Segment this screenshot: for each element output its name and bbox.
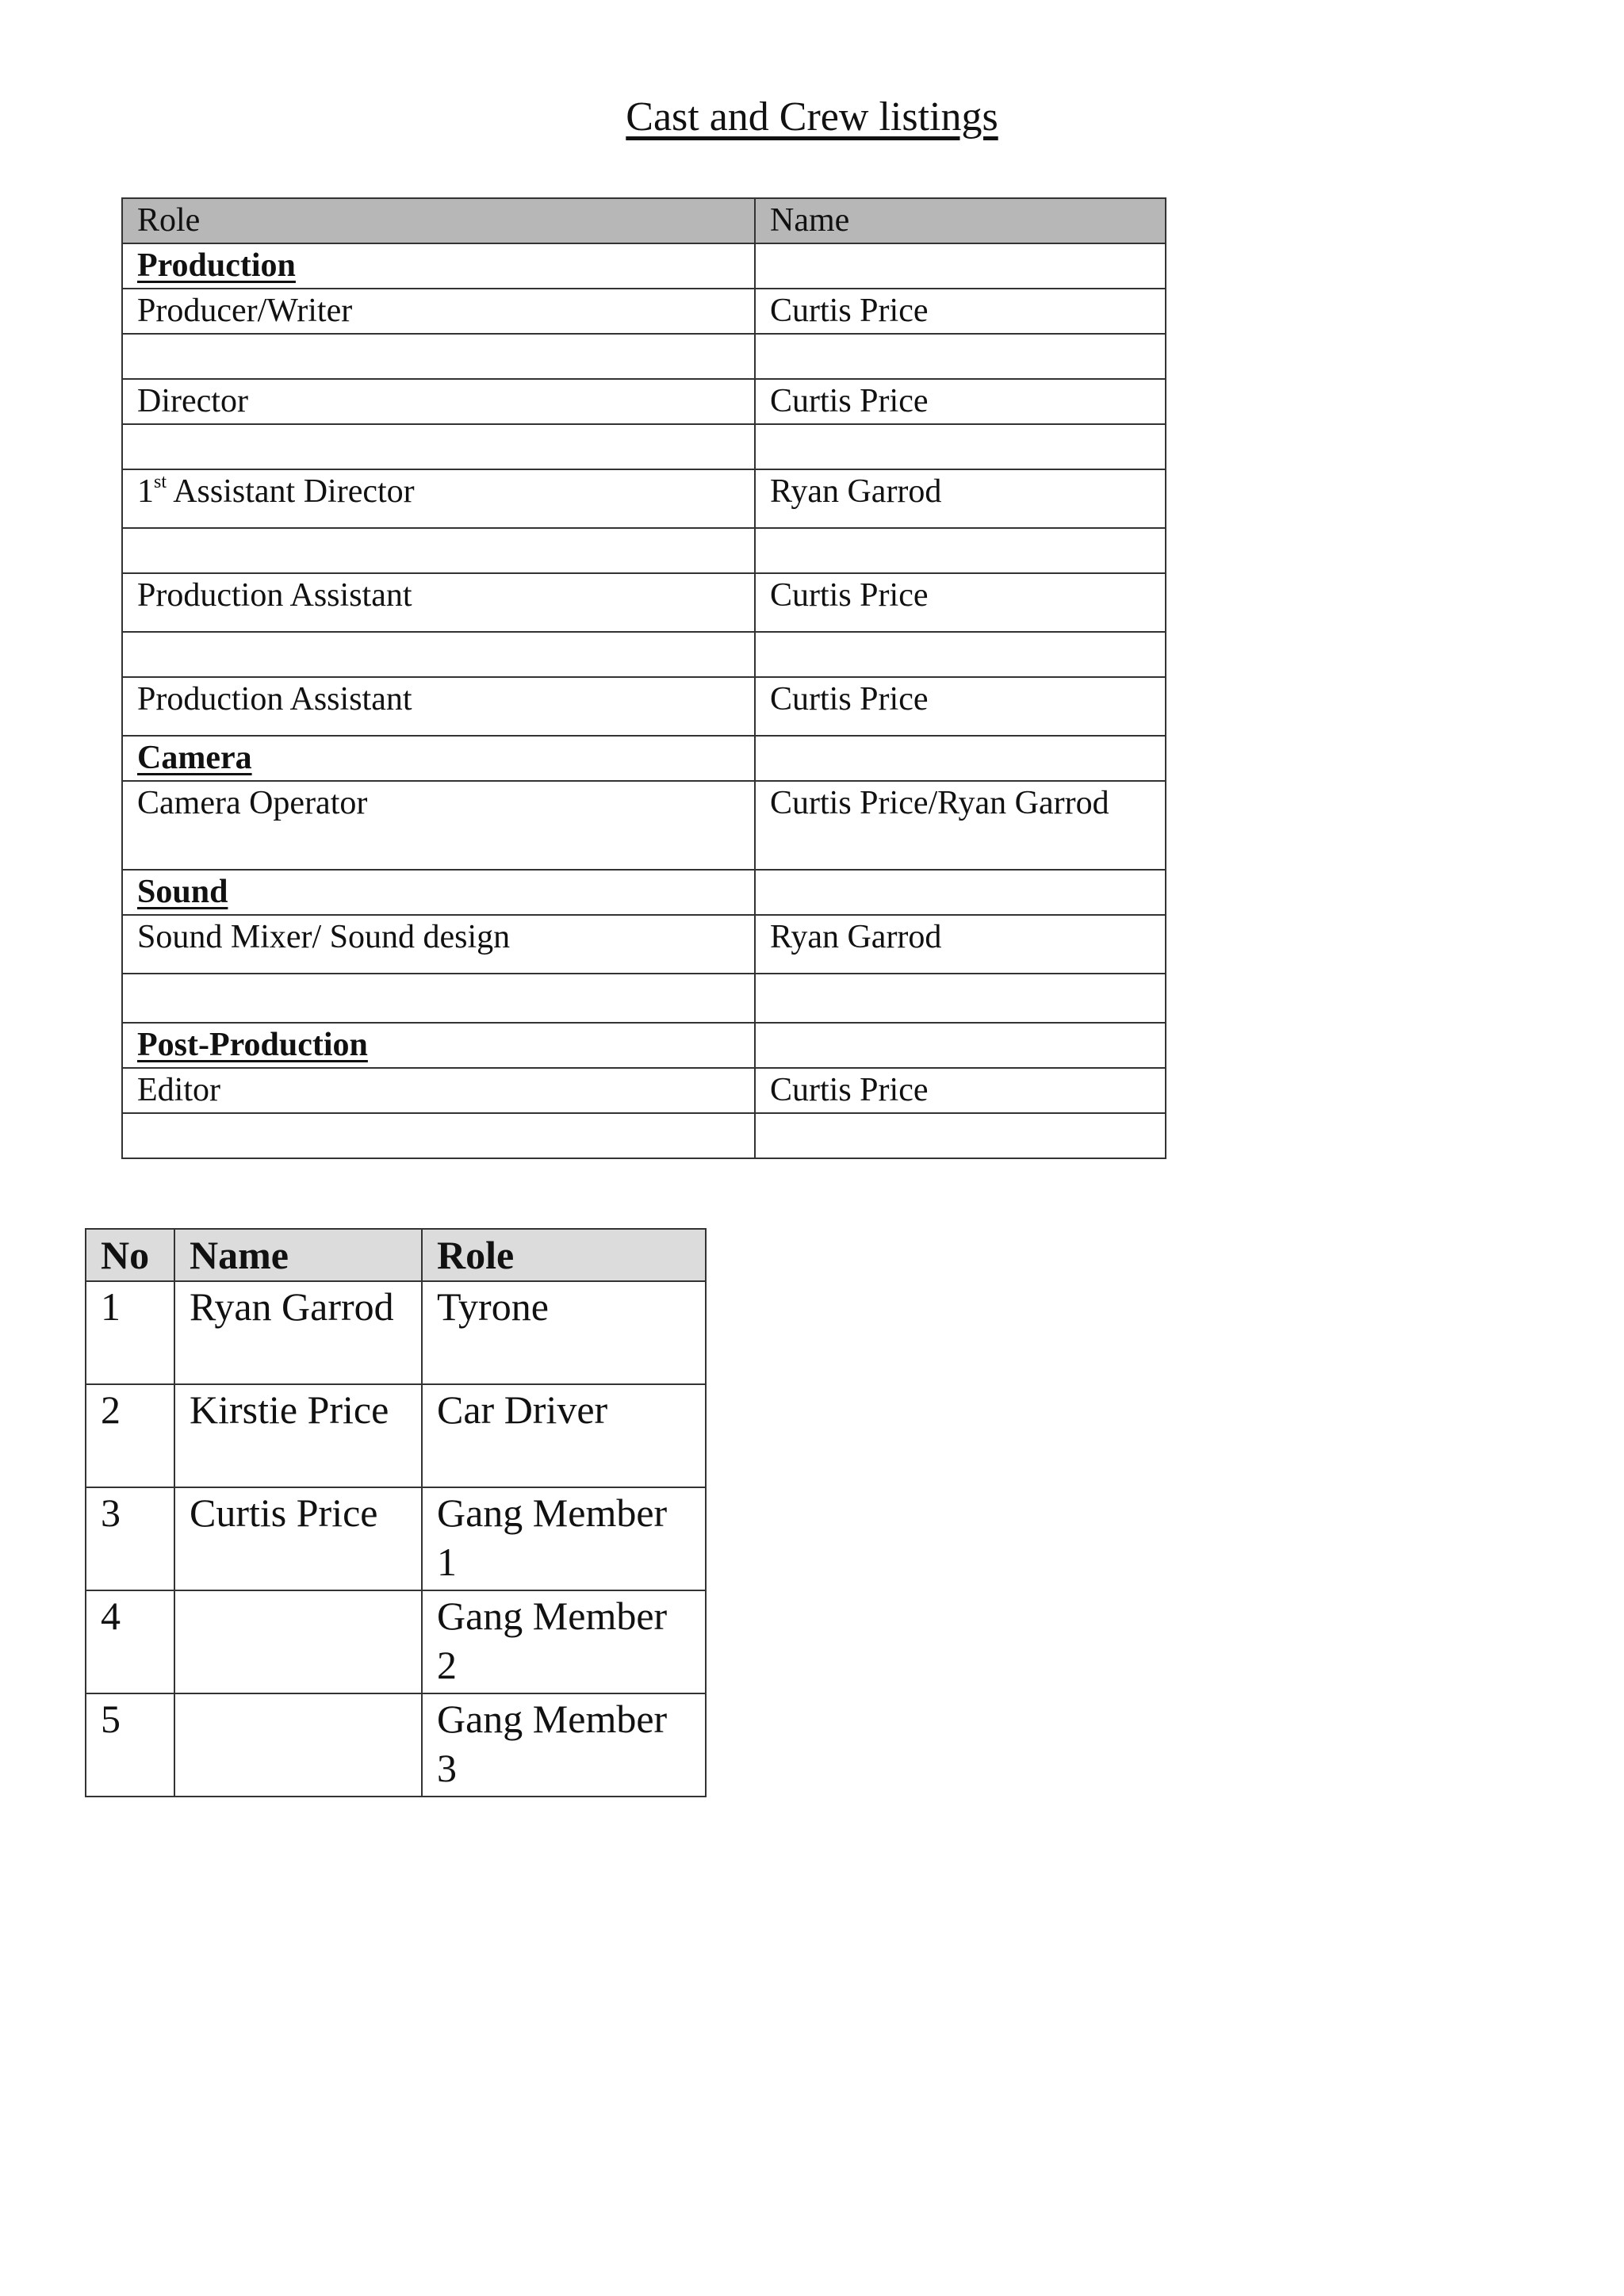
crew-role-cell: Producer/Writer bbox=[122, 289, 755, 334]
crew-section-post-production: Post-Production bbox=[122, 1023, 755, 1068]
table-row bbox=[86, 1384, 706, 1487]
table-row bbox=[122, 573, 1166, 632]
cast-no-cell: 5 bbox=[86, 1693, 174, 1797]
crew-role-cell: Sound Mixer/ Sound design bbox=[122, 915, 755, 974]
crew-section-camera: Camera bbox=[122, 736, 755, 781]
cast-name-cell: Curtis Price bbox=[174, 1487, 422, 1590]
table-row bbox=[122, 424, 1166, 469]
crew-name-cell bbox=[755, 870, 1166, 915]
cast-header-row bbox=[86, 1229, 706, 1281]
table-row bbox=[122, 781, 1166, 870]
table-row bbox=[122, 1068, 1166, 1113]
cast-name-cell bbox=[174, 1590, 422, 1693]
table-row bbox=[122, 528, 1166, 573]
crew-name-cell bbox=[755, 1113, 1166, 1158]
table-row bbox=[122, 974, 1166, 1023]
crew-role-cell: Production Assistant bbox=[122, 677, 755, 736]
crew-name-cell bbox=[755, 736, 1166, 781]
cast-name-cell: Kirstie Price bbox=[174, 1384, 422, 1487]
crew-role-cell: Camera Operator bbox=[122, 781, 755, 870]
table-row bbox=[122, 289, 1166, 334]
cast-table bbox=[85, 1228, 707, 1797]
crew-role-cell: Director bbox=[122, 379, 755, 424]
crew-role-cell: Editor bbox=[122, 1068, 755, 1113]
crew-role-cell bbox=[122, 424, 755, 469]
crew-name-cell bbox=[755, 424, 1166, 469]
table-row bbox=[122, 379, 1166, 424]
crew-name-cell: Curtis Price bbox=[755, 379, 1166, 424]
table-row bbox=[86, 1281, 706, 1384]
table-row bbox=[122, 243, 1166, 289]
table-row bbox=[122, 334, 1166, 379]
crew-name-cell bbox=[755, 974, 1166, 1023]
crew-name-cell: Curtis Price/Ryan Garrod bbox=[755, 781, 1166, 870]
crew-name-cell: Curtis Price bbox=[755, 289, 1166, 334]
cast-role-cell: Gang Member 1 bbox=[422, 1487, 706, 1590]
crew-name-cell: Curtis Price bbox=[755, 1068, 1166, 1113]
crew-header-role: Role bbox=[122, 198, 755, 243]
table-row bbox=[122, 469, 1166, 528]
crew-header-name: Name bbox=[755, 198, 1166, 243]
crew-name-cell bbox=[755, 334, 1166, 379]
crew-name-cell: Curtis Price bbox=[755, 677, 1166, 736]
cast-no-cell: 3 bbox=[86, 1487, 174, 1590]
table-row bbox=[122, 1023, 1166, 1068]
table-row bbox=[86, 1590, 706, 1693]
cast-role-cell: Gang Member 2 bbox=[422, 1590, 706, 1693]
cast-no-cell: 1 bbox=[86, 1281, 174, 1384]
crew-role-cell bbox=[122, 632, 755, 677]
table-row bbox=[122, 632, 1166, 677]
crew-role-cell bbox=[122, 334, 755, 379]
table-row bbox=[122, 736, 1166, 781]
cast-header-no: No bbox=[86, 1229, 174, 1281]
cast-role-cell: Tyrone bbox=[422, 1281, 706, 1384]
crew-role-cell bbox=[122, 469, 755, 528]
table-row bbox=[86, 1693, 706, 1797]
crew-name-cell: Ryan Garrod bbox=[755, 469, 1166, 528]
crew-role-cell bbox=[122, 1113, 755, 1158]
crew-name-cell bbox=[755, 528, 1166, 573]
crew-name-cell: Curtis Price bbox=[755, 573, 1166, 632]
cast-header-role: Role bbox=[422, 1229, 706, 1281]
page-title: Cast and Crew listings bbox=[626, 94, 998, 140]
cast-name-cell bbox=[174, 1693, 422, 1797]
crew-name-cell bbox=[755, 1023, 1166, 1068]
crew-name-cell bbox=[755, 632, 1166, 677]
ordinal-suffix: st bbox=[154, 472, 167, 492]
crew-role-cell bbox=[122, 974, 755, 1023]
table-row bbox=[86, 1487, 706, 1590]
table-row bbox=[122, 1113, 1166, 1158]
crew-header-row bbox=[122, 198, 1166, 243]
role-text: Assistant Director bbox=[167, 473, 415, 510]
cast-no-cell: 4 bbox=[86, 1590, 174, 1693]
crew-role-cell bbox=[122, 528, 755, 573]
crew-section-sound: Sound bbox=[122, 870, 755, 915]
crew-name-cell: Ryan Garrod bbox=[755, 915, 1166, 974]
table-row bbox=[122, 677, 1166, 736]
cast-name-cell: Ryan Garrod bbox=[174, 1281, 422, 1384]
ordinal-number: 1 bbox=[137, 473, 154, 510]
cast-header-name: Name bbox=[174, 1229, 422, 1281]
table-row bbox=[122, 870, 1166, 915]
crew-role-cell: Production Assistant bbox=[122, 573, 755, 632]
table-row bbox=[122, 915, 1166, 974]
cast-role-cell: Car Driver bbox=[422, 1384, 706, 1487]
cast-role-cell: Gang Member 3 bbox=[422, 1693, 706, 1797]
crew-name-cell bbox=[755, 243, 1166, 289]
crew-table bbox=[121, 197, 1166, 1159]
cast-no-cell: 2 bbox=[86, 1384, 174, 1487]
crew-section-production: Production bbox=[122, 243, 755, 289]
